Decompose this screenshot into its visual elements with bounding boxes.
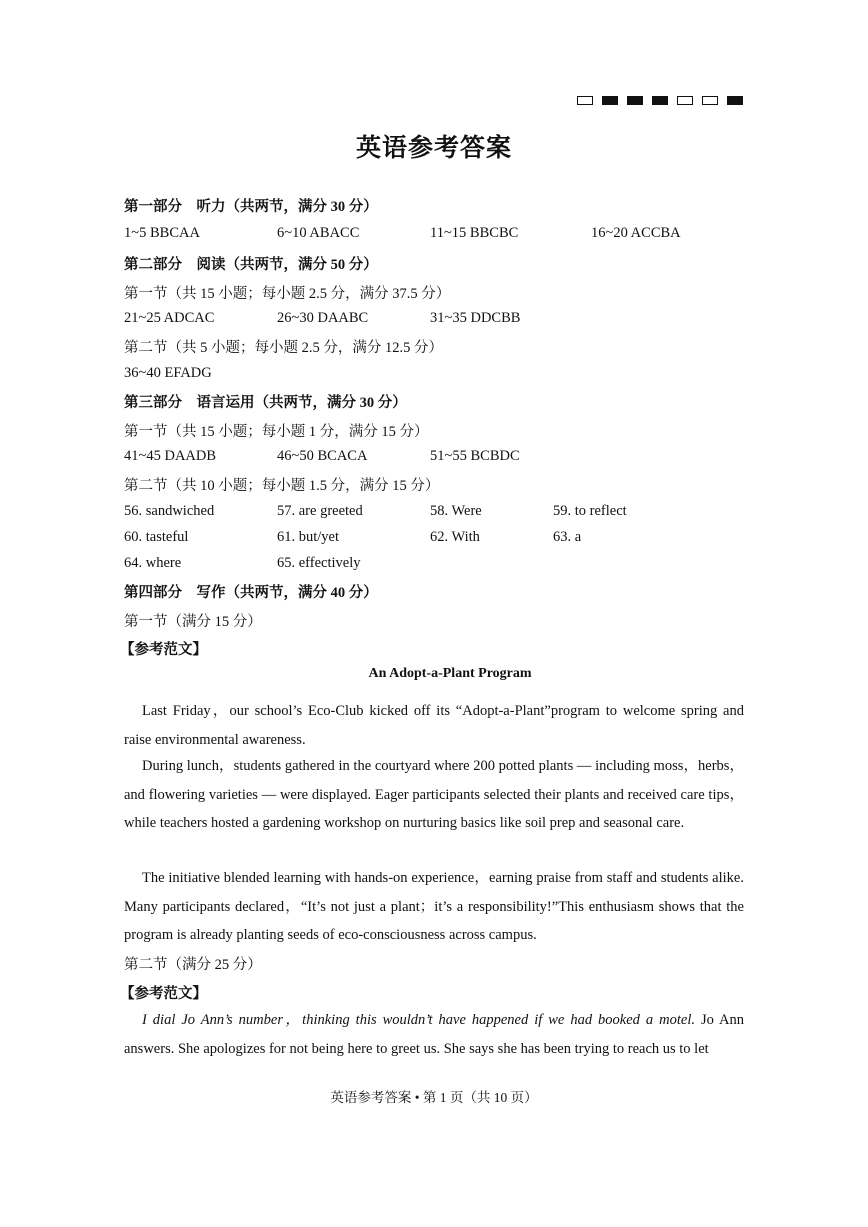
answer-item: 64. where (124, 555, 182, 571)
answer-group: 6~10 ABACC (277, 225, 360, 241)
part4-section2-heading: 第二节（满分 25 分） (124, 957, 262, 973)
answer-item: 62. With (430, 529, 480, 545)
code-mark-filled (727, 96, 743, 105)
answer-item: 60. tasteful (124, 529, 189, 545)
continuation-italic-text: I dial Jo Ann’s number，thinking this wouldn’t have happened if we had booked a motel. (142, 1012, 695, 1028)
answer-group: 16~20 ACCBA (591, 225, 681, 241)
part2-section2-heading: 第二节（共 5 小题；每小题 2.5 分，满分 12.5 分） (124, 340, 443, 356)
code-mark-filled (652, 96, 668, 105)
part4-section1-heading: 第一节（满分 15 分） (124, 614, 262, 630)
answer-item: 58. Were (430, 503, 482, 519)
answer-item: 59. to reflect (553, 503, 627, 519)
part2-heading: 第二部分 阅读（共两节，满分 50 分） (124, 257, 378, 273)
answer-group: 36~40 EFADG (124, 365, 212, 381)
answer-group: 26~30 DAABC (277, 310, 369, 326)
code-mark-filled (602, 96, 618, 105)
code-mark-filled (627, 96, 643, 105)
part3-section1-heading: 第一节（共 15 小题；每小题 1 分，满分 15 分） (124, 424, 429, 440)
answer-group: 46~50 BCACA (277, 448, 368, 464)
answer-item: 61. but/yet (277, 529, 340, 545)
answer-group: 11~15 BBCBC (430, 225, 519, 241)
answer-group: 21~25 ADCAC (124, 310, 215, 326)
answer-group: 31~35 DDCBB (430, 310, 521, 326)
page-footer: 英语参考答案 • 第 1 页（共 10 页） (330, 1090, 538, 1105)
page-code-marks (577, 96, 743, 105)
code-mark-empty (577, 96, 593, 105)
answer-item: 56. sandwiched (124, 503, 215, 519)
continuation-text: Jo Ann answers. She apologizes for not being here to greet us. She says she has been trying to reach us to let (124, 1012, 744, 1057)
answer-item: 63. a (553, 529, 582, 545)
part3-heading: 第三部分 语言运用（共两节，满分 30 分） (124, 395, 407, 411)
essay-title: An Adopt-a-Plant Program (368, 666, 532, 681)
part4-heading: 第四部分 写作（共两节，满分 40 分） (124, 585, 378, 601)
sample-essay-label: 【参考范文】 (120, 642, 207, 658)
code-mark-empty (677, 96, 693, 105)
code-mark-empty (702, 96, 718, 105)
part2-section1-heading: 第一节（共 15 小题；每小题 2.5 分，满分 37.5 分） (124, 286, 451, 302)
answer-group: 1~5 BBCAA (124, 225, 200, 241)
answer-group: 51~55 BCBDC (430, 448, 520, 464)
answer-item: 57. are greeted (277, 503, 363, 519)
sample-essay-label: 【参考范文】 (120, 986, 207, 1002)
essay-paragraph: Last Friday，our school’s Eco-Club kicked off its “Adopt-a-Plant”program to welcome spring and raise environmental awareness. (124, 703, 744, 748)
part3-section2-heading: 第二节（共 10 小题；每小题 1.5 分，满分 15 分） (124, 478, 440, 494)
essay-paragraph: During lunch，students gathered in the courtyard where 200 potted plants — including moss，herbs，and flowering varieties — were displayed. Eager participants selected their plants and received care tips，while teachers hosted a gardening workshop on nurturing basics like soil prep and seasonal care. (124, 758, 744, 831)
answer-item: 65. effectively (277, 555, 361, 571)
essay-paragraph: The initiative blended learning with hands-on experience，earning praise from staff and students alike. Many participants declared，“It’s not just a plant；it’s a responsibility!”This enthusiasm shows that the program is already planting seeds of eco-consciousness across campus. (124, 870, 744, 943)
continuation-paragraph (124, 1006, 744, 1063)
part1-heading: 第一部分 听力（共两节，满分 30 分） (124, 199, 378, 215)
page-title: 英语参考答案 (355, 135, 512, 162)
answer-group: 41~45 DAADB (124, 448, 217, 464)
